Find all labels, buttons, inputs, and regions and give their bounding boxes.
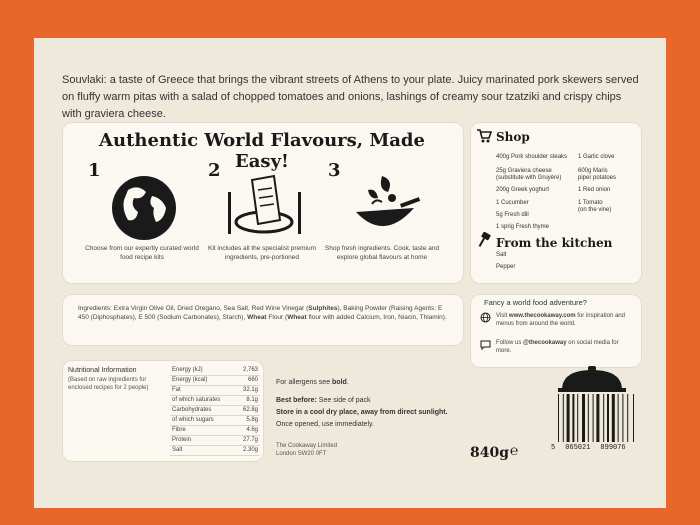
wok-icon: [342, 168, 422, 244]
kitchen-item: Pepper: [496, 264, 516, 270]
barcode-digits: [551, 444, 636, 452]
nutrient-value: 8.1g: [236, 396, 260, 406]
table-row: [170, 366, 260, 376]
visit-suffix: for inspiration and menus from around the world.: [496, 313, 625, 327]
table-row: [170, 376, 260, 386]
shop-item: 5g Fresh dill: [496, 212, 529, 218]
allergen-note-suffix: .: [346, 379, 349, 386]
nutrient-value: 2,763: [236, 366, 260, 376]
chat-icon: [480, 339, 491, 350]
shop-item: 1 Garlic clove: [578, 154, 615, 160]
nutrient-value: 660: [236, 376, 260, 386]
barcode-digit-group: 899076: [600, 444, 626, 452]
estimated-sign: ℮: [510, 443, 519, 459]
follow-text: [496, 339, 634, 355]
allergen-text: Sulphites: [308, 305, 338, 312]
table-row: [170, 426, 260, 436]
nutrition-title: Nutritional Information: [68, 367, 137, 374]
nutrient-label: of which sugars: [170, 416, 236, 426]
social-handle[interactable]: @thecookaway: [523, 340, 567, 346]
step-caption: Shop fresh ingredients. Cook, taste and explore global flavours at home: [324, 245, 440, 261]
visit-text: [496, 312, 634, 328]
nutrient-label: Salt: [170, 446, 236, 456]
plate-menu-icon: [222, 168, 302, 244]
shop-item: 600g Maris: [578, 168, 608, 174]
net-weight: 840g: [470, 445, 510, 461]
shop-item: 1 Tomato: [578, 200, 603, 206]
barcode-digit-group: 065021: [565, 444, 591, 452]
shop-item: 1 sprig Fresh thyme: [496, 224, 550, 230]
nutrient-value: 32.1g: [236, 386, 260, 396]
shop-item: 1 Cucumber: [496, 200, 529, 206]
best-before: [276, 396, 476, 405]
shop-item: 400g Pork shoulder steaks: [496, 154, 568, 160]
follow-suffix: on social media for more.: [496, 340, 619, 354]
best-before-value: See side of pack: [316, 397, 371, 404]
kitchen-item: Salt: [496, 252, 507, 258]
website-link[interactable]: www.thecookaway.com: [508, 313, 576, 319]
opened-note: Once opened, use immediately.: [276, 421, 374, 428]
step-number: 3: [328, 160, 341, 181]
table-row: [170, 396, 260, 406]
nutrient-label: Energy (kJ): [170, 366, 236, 376]
company-name: The Cookaway Limited: [276, 443, 338, 449]
globe-small-icon: [480, 312, 491, 323]
nutrient-value: 2.30g: [236, 446, 260, 456]
table-row: [170, 436, 260, 446]
allergen-text: Wheat: [287, 314, 307, 321]
shop-item: (on the vine): [578, 207, 612, 213]
shop-item: 25g Graviera cheese: [496, 168, 552, 174]
nutrient-label: Carbohydrates: [170, 406, 236, 416]
ingredients-part: Flour (: [266, 314, 288, 321]
ingredients-part: ), Baking Powder (Raising Agents: E 450 (Diphosphates), E 500 (Sodium Carbonates), Starch),: [78, 305, 443, 321]
step-number: 2: [208, 160, 221, 181]
best-before-label: Best before:: [276, 397, 317, 404]
follow-prefix: Follow us: [496, 340, 524, 346]
nutrient-label: Protein: [170, 436, 236, 446]
shop-item: (substitute with Gruyère): [496, 175, 562, 181]
visit-prefix: Visit: [496, 313, 509, 319]
nutrient-label: Fibre: [170, 426, 236, 436]
ingredients-text: [78, 304, 452, 322]
step-caption: Kit includes all the specialist premium ingredients, pre-portioned: [207, 245, 317, 261]
shop-item: 1 Red onion: [578, 187, 611, 193]
table-row: [170, 406, 260, 416]
ingredients-part: Ingredients: Extra Virgin Olive Oil, Dried Oregano, Sea Salt, Red Wine Vinegar (: [78, 305, 309, 312]
globe-icon: [102, 168, 182, 244]
barcode-digit-group: 5: [551, 444, 556, 452]
shop-title: Shop: [496, 130, 530, 144]
shopping-cart-icon: [476, 128, 492, 144]
spatula-icon: [478, 232, 492, 248]
table-row: [170, 416, 260, 426]
kitchen-title: From the kitchen: [496, 236, 613, 250]
nutrition-subtitle: (Based on raw ingredients for enclosed recipes for 2 people): [68, 377, 149, 391]
allergen-text: Wheat: [247, 314, 267, 321]
nutrient-value: 5.8g: [236, 416, 260, 426]
nutrient-label: Fat: [170, 386, 236, 396]
intro-text: Souvlaki: a taste of Greece that brings the vibrant streets of Athens to your plate. Juicy marinated pork skewers served on fluffy warm pitas with a salad of chopped tomatoes and onions, lashings of creamy sour tzatziki and crispy chips with graviera cheese.: [62, 74, 639, 120]
table-row: [170, 446, 260, 456]
allergen-note-bold: bold: [332, 379, 347, 386]
allergen-note-prefix: For allergens see: [276, 379, 333, 386]
storage-note: Store in a cool dry place, away from direct sunlight.: [276, 409, 448, 416]
barcode-icon: [548, 366, 634, 444]
headline: Authentic World Flavours, Made Easy!: [99, 130, 425, 172]
shop-item: piper potatoes: [578, 175, 617, 181]
nutrient-value: 4.6g: [236, 426, 260, 436]
nutrient-label: of which saturates: [170, 396, 236, 406]
shop-item: 200g Greek yoghurt: [496, 187, 550, 193]
company-address: London SW20 0FT: [276, 451, 327, 457]
allergen-note: [276, 378, 476, 387]
ingredients-part: flour with added Calcium, Iron, Niacin, Thiamin).: [306, 314, 447, 321]
step-caption: Choose from our expertly curated world food recipe kits: [85, 245, 199, 261]
nutrient-label: Energy (kcal): [170, 376, 236, 386]
adventure-title: Fancy a world food adventure?: [484, 298, 587, 307]
nutrient-value: 27.7g: [236, 436, 260, 446]
nutrition-table: [170, 366, 260, 456]
nutrient-value: 62.8g: [236, 406, 260, 416]
step-number: 1: [88, 160, 101, 181]
table-row: [170, 386, 260, 396]
